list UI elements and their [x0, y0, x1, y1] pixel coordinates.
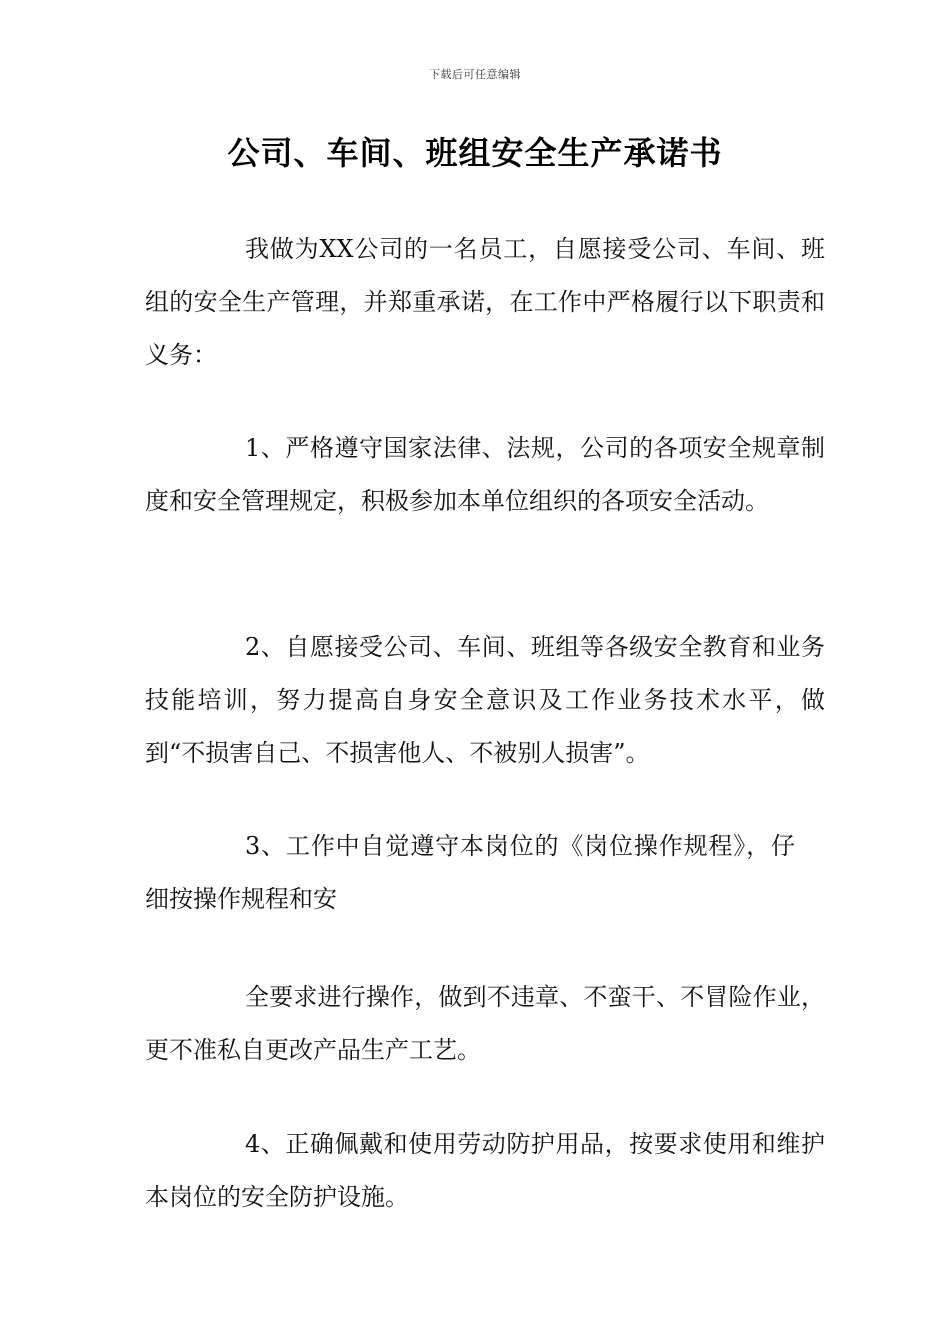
document-title: 公司、车间、班组安全生产承诺书 [227, 134, 723, 172]
paragraph-item-3-continued: 全要求进行操作，做到不违章、不蛮干、不冒险作业，更不准私自更改产品生产工艺。 [145, 983, 825, 1064]
paragraph-item-2: 2、自愿接受公司、车间、班组等各级安全教育和业务技能培训，努力提高自身安全意识及工作业务技术水平，做到“不损害自己、不损害他人、不被别人损害”。 [145, 633, 825, 767]
header-note: 下载后可任意编辑 [429, 68, 521, 81]
paragraph-item-1: 1、严格遵守国家法律、法规，公司的各项安全规章制度和安全管理规定，积极参加本单位组织的各项安全活动。 [145, 434, 825, 515]
paragraph-item-3: 3、工作中自觉遵守本岗位的《岗位操作规程》，仔细按操作规程和安 [145, 832, 795, 913]
paragraph-item-4: 4、正确佩戴和使用劳动防护用品，按要求使用和维护本岗位的安全防护设施。 [145, 1130, 825, 1211]
paragraph-intro: 我做为XX公司的一名员工，自愿接受公司、车间、班组的安全生产管理，并郑重承诺，在工作中严格履行以下职责和义务： [145, 235, 825, 369]
